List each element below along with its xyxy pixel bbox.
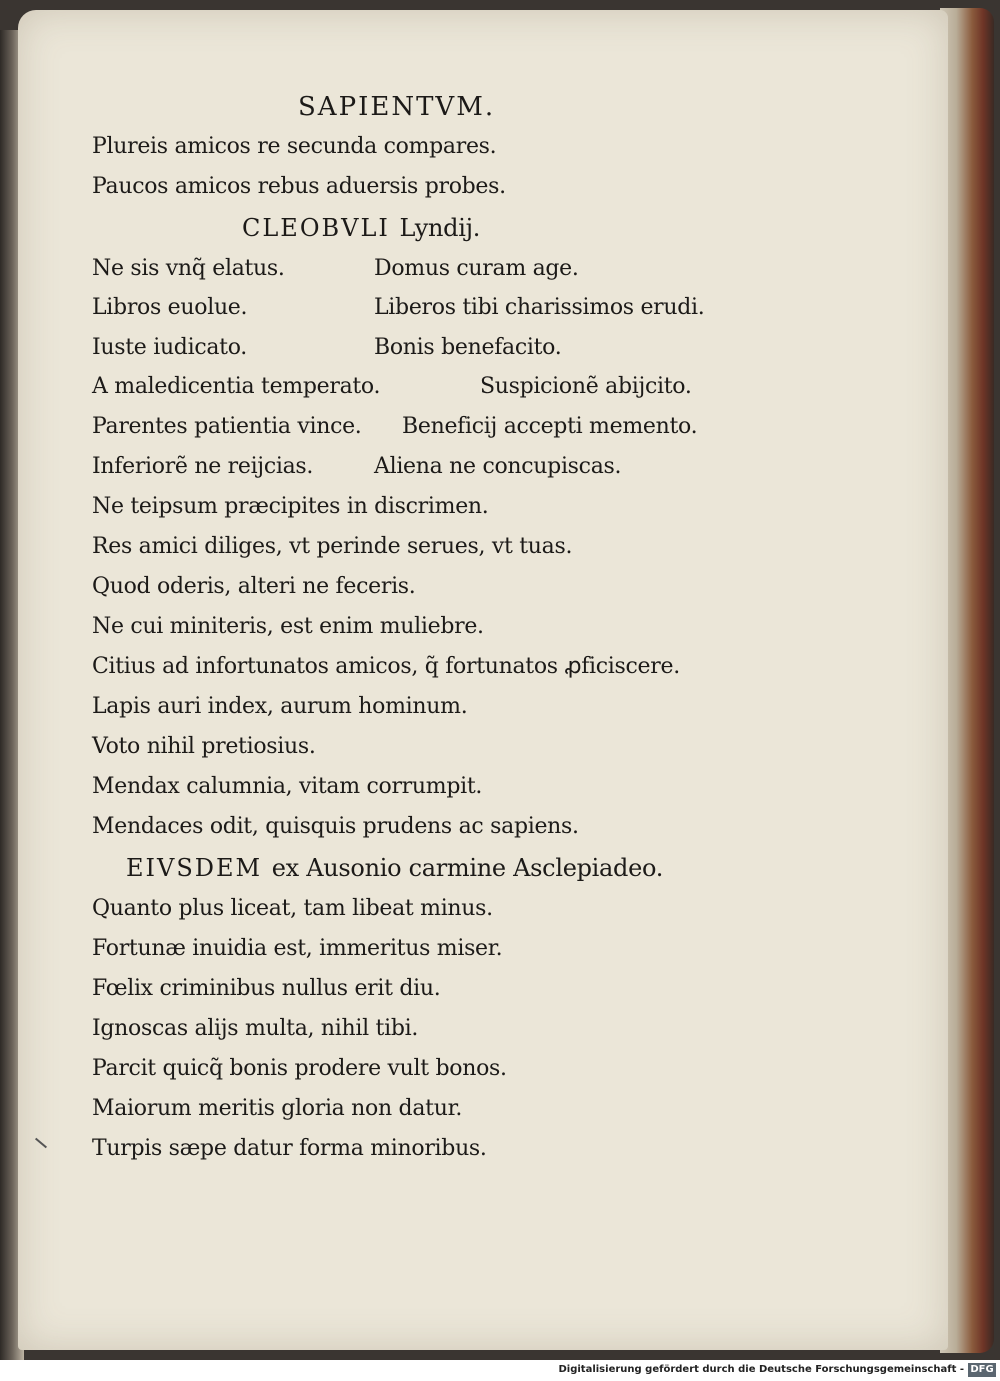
col-right-5: Beneficij accepti memento. bbox=[402, 414, 698, 439]
col-left-1: Ne sis vnq̃ elatus. bbox=[92, 256, 285, 281]
text-line-c2: Fortunæ inuidia est, immeritus miser. bbox=[92, 936, 503, 961]
col-left-4: A maledicentia temperato. bbox=[92, 374, 381, 399]
col-right-2: Liberos tibi charissimos erudi. bbox=[374, 295, 705, 320]
page-edges bbox=[940, 8, 994, 1353]
section-heading-cleobuli bbox=[242, 214, 480, 242]
text-line-b4: Ne cui miniteris, est enim muliebre. bbox=[92, 614, 484, 639]
section-heading-caps: CLEOBVLI bbox=[242, 214, 390, 242]
text-line-b7: Voto nihil pretiosius. bbox=[92, 734, 316, 759]
text-line-c1: Quanto plus liceat, tam libeat minus. bbox=[92, 896, 493, 921]
col-left-2: Libros euolue. bbox=[92, 295, 248, 320]
text-line-b3: Quod oderis, alteri ne feceris. bbox=[92, 574, 416, 599]
section-heading-eiusdem bbox=[126, 854, 663, 882]
col-left-5: Parentes patientia vince. bbox=[92, 414, 362, 439]
digitization-footer bbox=[0, 1360, 1000, 1381]
text-line-b1: Ne teipsum præcipites in discrimen. bbox=[92, 494, 489, 519]
text-line-c5: Parcit quicq̃ bonis prodere vult bonos. bbox=[92, 1056, 507, 1081]
footer-credit: Digitalisierung gefördert durch die Deutsche Forschungsgemeinschaft - bbox=[558, 1364, 964, 1375]
section-heading-rest: Lyndij. bbox=[399, 214, 481, 242]
col-left-3: Iuste iudicato. bbox=[92, 335, 247, 360]
text-line-2: Paucos amicos rebus aduersis probes. bbox=[92, 174, 506, 199]
text-line-c7: Turpis sæpe datur forma minoribus. bbox=[92, 1136, 487, 1161]
text-line-b5: Citius ad infortunatos amicos, q̃ fortunatos ꝓficiscere. bbox=[92, 654, 680, 679]
section-heading-caps: EIVSDEM bbox=[126, 854, 263, 882]
col-right-3: Bonis benefacito. bbox=[374, 335, 562, 360]
col-right-1: Domus curam age. bbox=[374, 256, 579, 281]
col-right-4: Suspicionẽ abijcito. bbox=[480, 374, 692, 399]
col-left-6: Inferiorẽ ne reijcias. bbox=[92, 454, 314, 479]
section-heading-rest: ex Ausonio carmine Asclepiadeo. bbox=[271, 854, 664, 882]
text-line-b6: Lapis auri index, aurum hominum. bbox=[92, 694, 468, 719]
col-right-6: Aliena ne concupiscas. bbox=[374, 454, 622, 479]
text-line-b2: Res amici diliges, vt perinde serues, vt tuas. bbox=[92, 534, 573, 559]
running-heading: SAPIENTVM. bbox=[298, 92, 496, 122]
text-line-c3: Fœlix criminibus nullus erit diu. bbox=[92, 976, 441, 1001]
text-line-b9: Mendaces odit, quisquis prudens ac sapiens. bbox=[92, 814, 579, 839]
dfg-logo: DFG bbox=[968, 1363, 996, 1377]
text-line-c6: Maiorum meritis gloria non datur. bbox=[92, 1096, 463, 1121]
text-line-b8: Mendax calumnia, vitam corrumpit. bbox=[92, 774, 483, 799]
text-line-c4: Ignoscas alijs multa, nihil tibi. bbox=[92, 1016, 419, 1041]
text-line-1: Plureis amicos re secunda compares. bbox=[92, 134, 497, 159]
